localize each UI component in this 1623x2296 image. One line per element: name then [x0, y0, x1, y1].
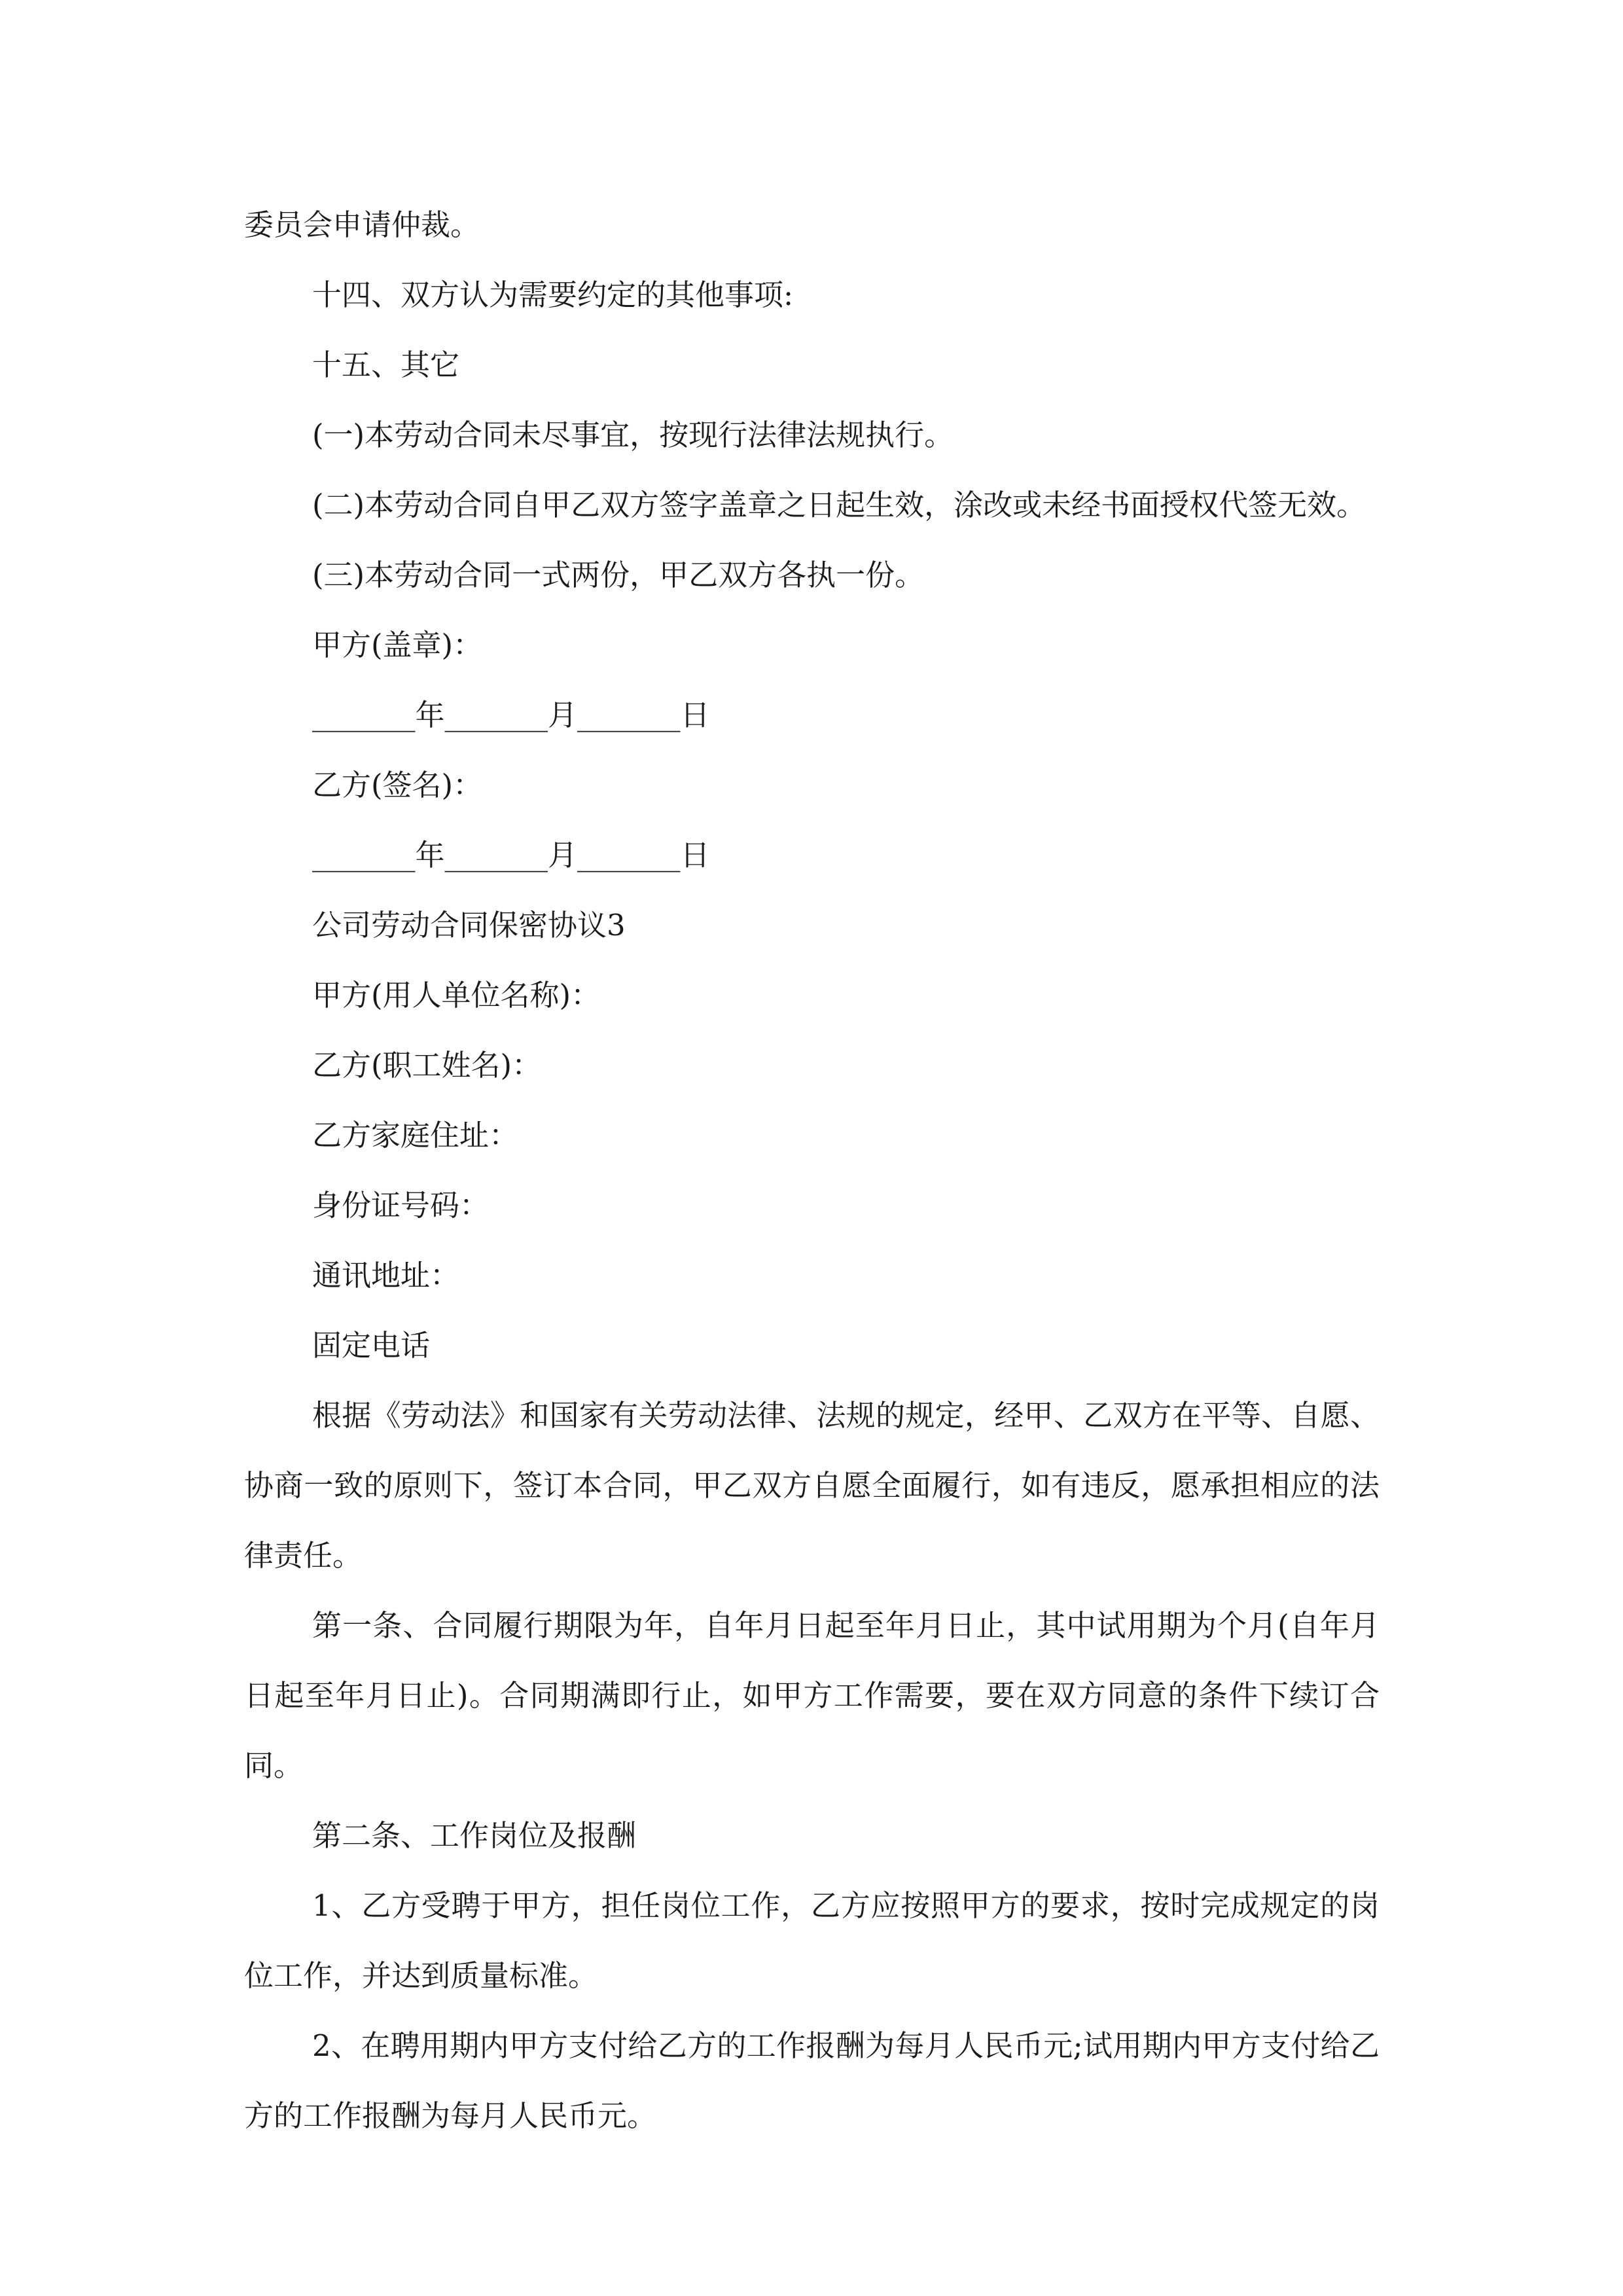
party-b-name-field: 乙方(职工姓名)：: [312, 1048, 542, 1083]
party-a-seal-label: 甲方(盖章)：: [312, 628, 483, 662]
party-b-date-line: _______年_______月_______日: [312, 838, 710, 872]
clause-15-heading: 十五、其它: [312, 348, 460, 382]
article-1-paragraph: 第一条、合同履行期限为年，自年月日起至年月日止，其中试用期为个月(自年月日起至年月日止)。合同期满即行止，如甲方工作需要，要在双方同意的条件下续订合同。: [244, 1608, 1380, 1783]
clause-15-item-2: (二)本劳动合同自甲乙双方签字盖章之日起生效，涂改或未经书面授权代签无效。: [312, 488, 1366, 522]
clause-15-item-1: (一)本劳动合同未尽事宜，按现行法律法规执行。: [312, 418, 954, 452]
party-a-date-line: _______年_______月_______日: [312, 698, 710, 732]
party-b-address-field: 乙方家庭住址：: [312, 1118, 519, 1153]
party-b-signature-label: 乙方(签名)：: [312, 768, 483, 802]
paragraph-arbitration-tail: 委员会申请仲裁。: [244, 207, 480, 242]
article-2-item-1: 1、乙方受聘于甲方，担任岗位工作，乙方应按照甲方的要求，按时完成规定的岗位工作，并达到质量标准。: [244, 1888, 1380, 1993]
clause-15-item-3: (三)本劳动合同一式两份，甲乙双方各执一份。: [312, 558, 925, 592]
landline-field: 固定电话: [312, 1328, 431, 1363]
document-body: [244, 190, 1380, 2151]
party-a-name-field: 甲方(用人单位名称)：: [312, 978, 601, 1013]
article-2-item-2: 2、在聘用期内甲方支付给乙方的工作报酬为每月人民币元;试用期内甲方支付给乙方的工作报酬为每月人民币元。: [244, 2028, 1380, 2133]
section-title: 公司劳动合同保密协议3: [312, 908, 626, 942]
article-2-heading: 第二条、工作岗位及报酬: [312, 1818, 637, 1853]
mailing-address-field: 通讯地址：: [312, 1258, 460, 1293]
preamble-paragraph: 根据《劳动法》和国家有关劳动法律、法规的规定，经甲、乙双方在平等、自愿、协商一致的原则下，签订本合同，甲乙双方自愿全面履行，如有违反，愿承担相应的法律责任。: [244, 1398, 1380, 1573]
id-number-field: 身份证号码：: [312, 1188, 490, 1223]
clause-14-heading: 十四、双方认为需要约定的其他事项:: [312, 278, 794, 312]
